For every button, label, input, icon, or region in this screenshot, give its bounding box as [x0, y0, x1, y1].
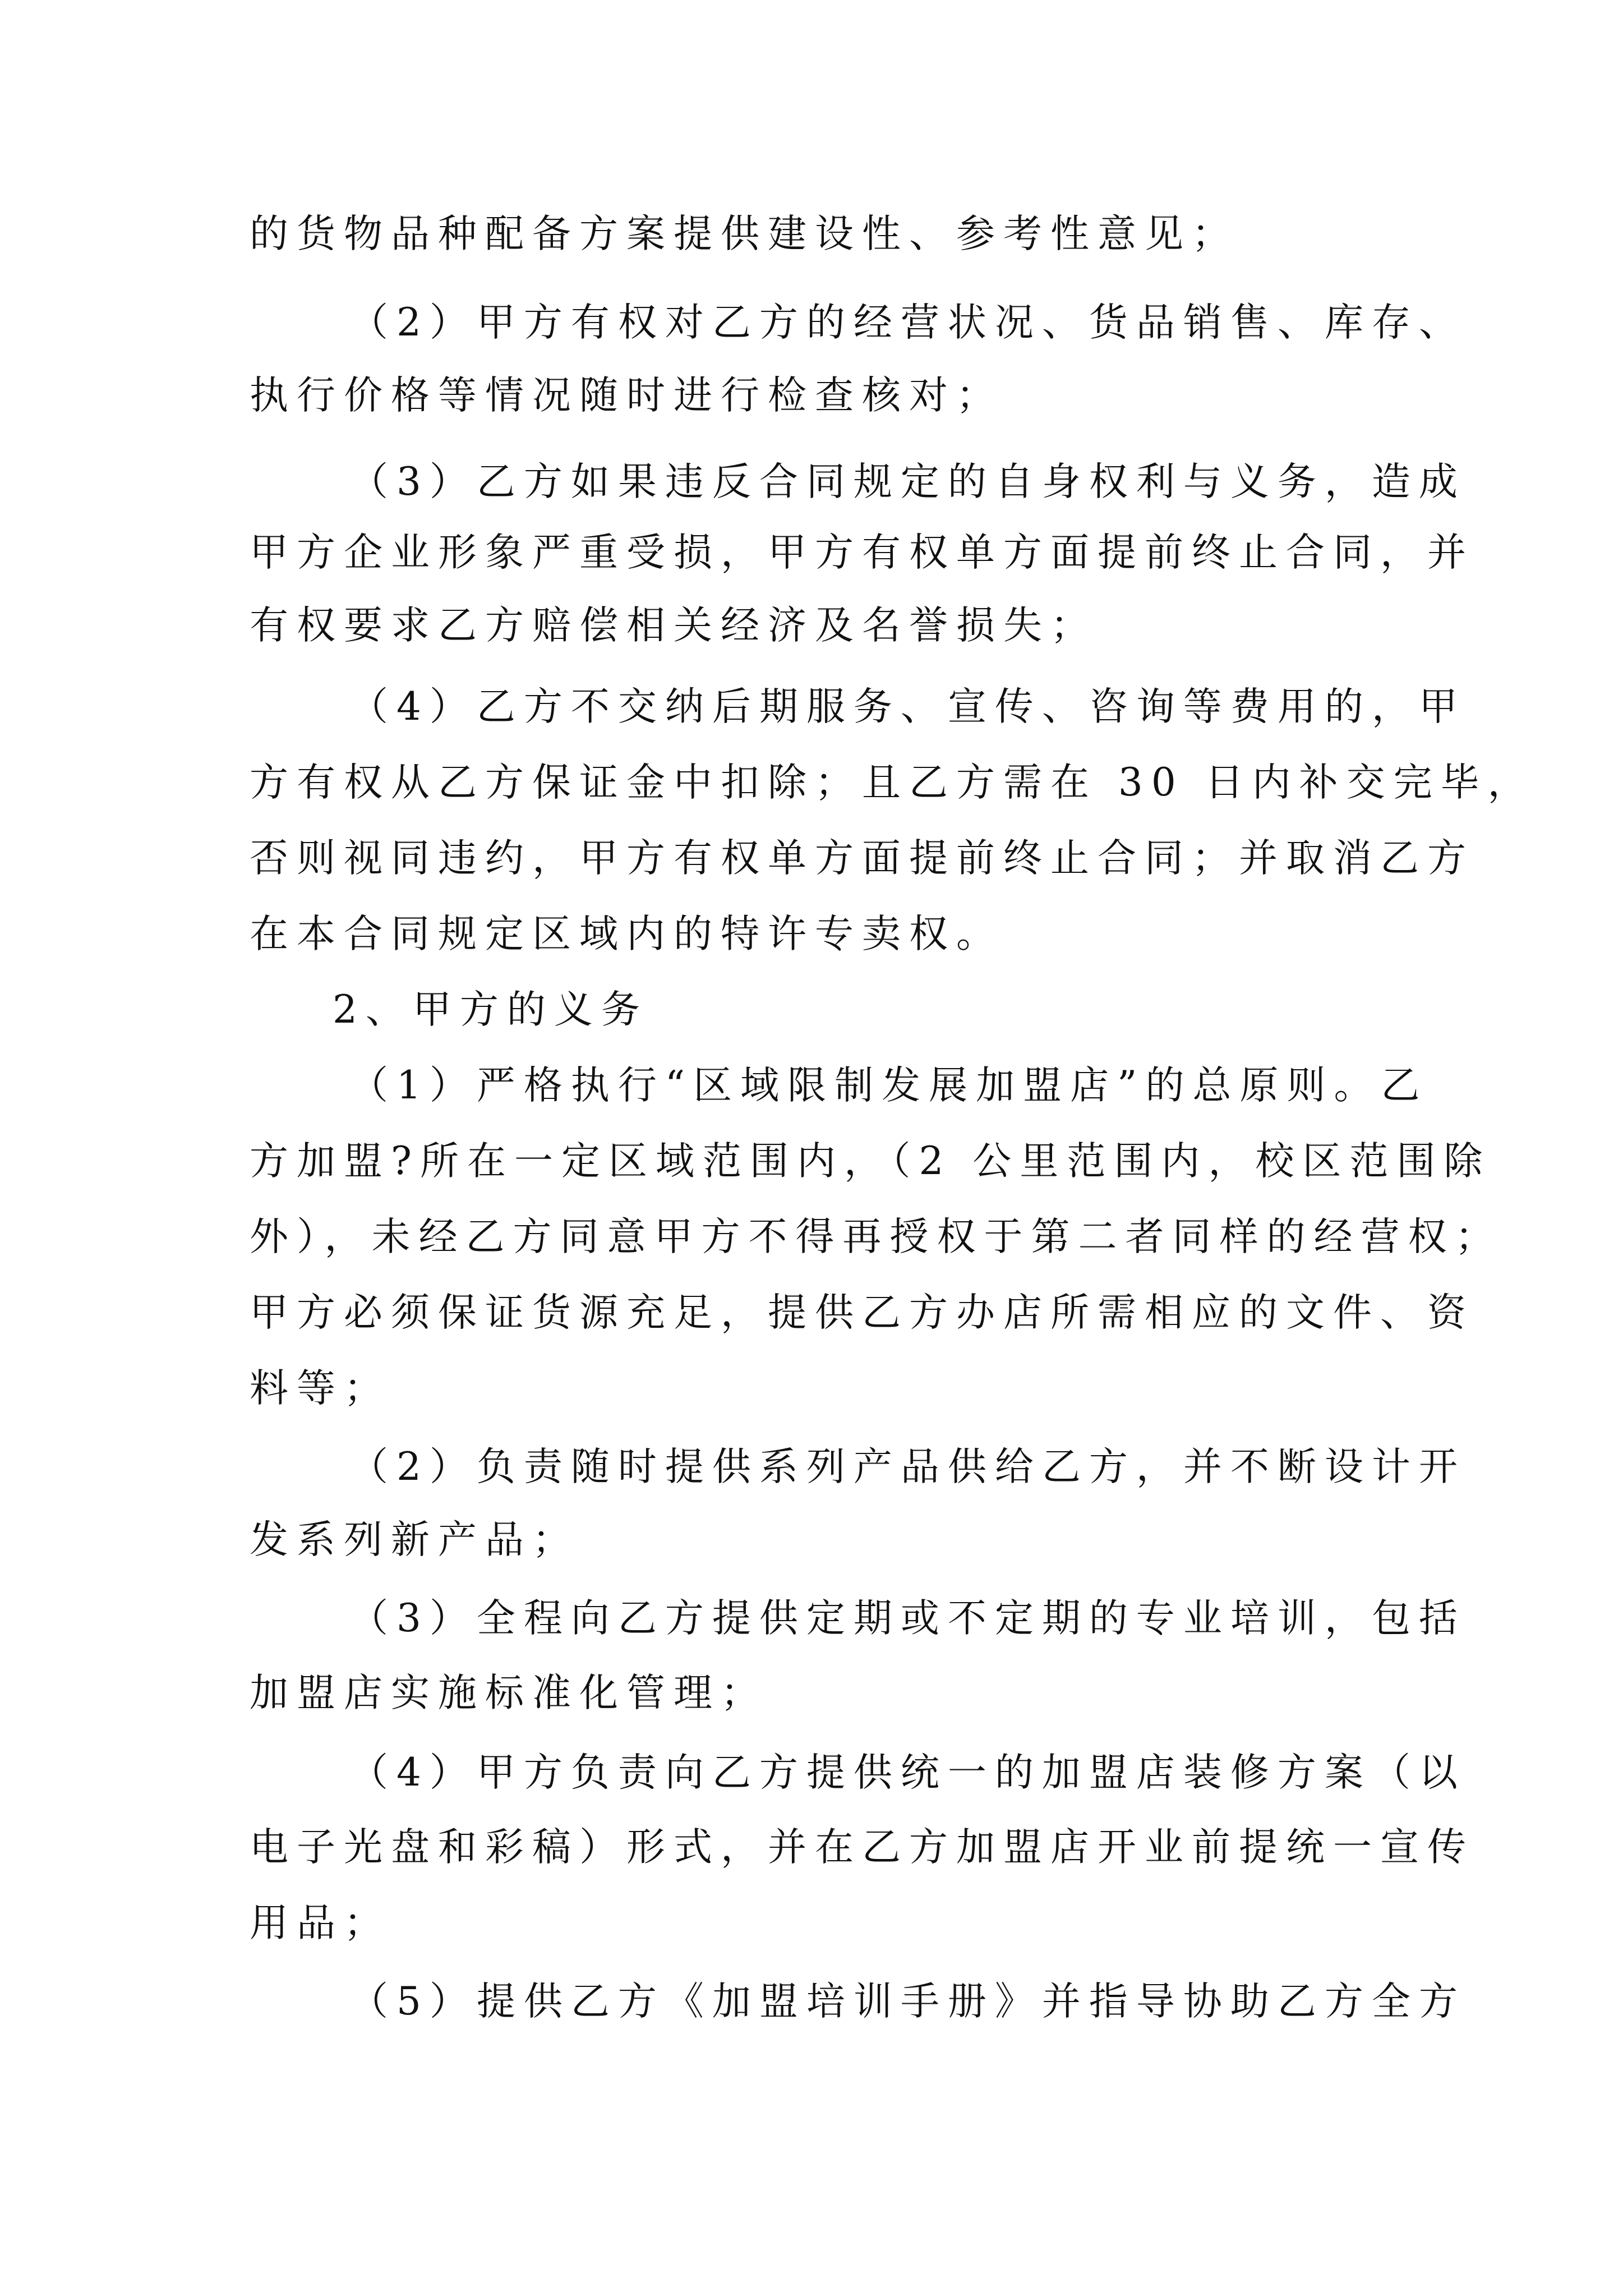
- text-line: 电子光盘和彩稿）形式，并在乙方加盟店开业前提统一宣传: [250, 1825, 1474, 1870]
- text-line: 用品；: [250, 1901, 391, 1945]
- text-line: 方加盟?所在一定区域范围内，（2 公里范围内，校区范围除: [250, 1139, 1491, 1184]
- section-heading: 2、甲方的义务: [333, 987, 648, 1032]
- text-line: （2）甲方有权对乙方的经营状况、货品销售、库存、: [349, 300, 1466, 345]
- text-line: 方有权从乙方保证金中扣除；且乙方需在 30 日内补交完毕，: [250, 760, 1535, 805]
- text-line: 甲方企业形象严重受损，甲方有权单方面提前终止合同，并: [250, 530, 1474, 575]
- text-line: （3）乙方如果违反合同规定的自身权利与义务，造成: [349, 459, 1466, 504]
- text-line: 有权要求乙方赔偿相关经济及名誉损失；: [250, 603, 1098, 648]
- text-line: 加盟店实施标准化管理；: [250, 1671, 768, 1715]
- text-line: （3）全程向乙方提供定期或不定期的专业培训，包括: [349, 1596, 1466, 1641]
- text-line: 的货物品种配备方案提供建设性、参考性意见；: [250, 211, 1239, 256]
- text-line: 否则视同违约，甲方有权单方面提前终止合同；并取消乙方: [250, 836, 1474, 881]
- text-line: 甲方必须保证货源充足，提供乙方办店所需相应的文件、资: [250, 1290, 1474, 1335]
- text-line: 发系列新产品；: [250, 1517, 579, 1562]
- text-line: （5）提供乙方《加盟培训手册》并指导协助乙方全方: [349, 1979, 1466, 2024]
- text-line: 执行价格等情况随时进行检查核对；: [250, 373, 1003, 418]
- text-line: （4）甲方负责向乙方提供统一的加盟店装修方案（以: [349, 1750, 1466, 1795]
- text-line: （2）负责随时提供系列产品供给乙方，并不断设计开: [349, 1444, 1466, 1489]
- text-line: （4）乙方不交纳后期服务、宣传、咨询等费用的，甲: [349, 684, 1466, 729]
- text-line: （1）严格执行“区域限制发展加盟店”的总原则。乙: [349, 1063, 1428, 1108]
- text-line: 外），未经乙方同意甲方不得再授权于第二者同样的经营权；: [250, 1214, 1502, 1259]
- text-line: 料等；: [250, 1366, 391, 1411]
- text-line: 在本合同规定区域内的特许专卖权。: [250, 912, 1003, 956]
